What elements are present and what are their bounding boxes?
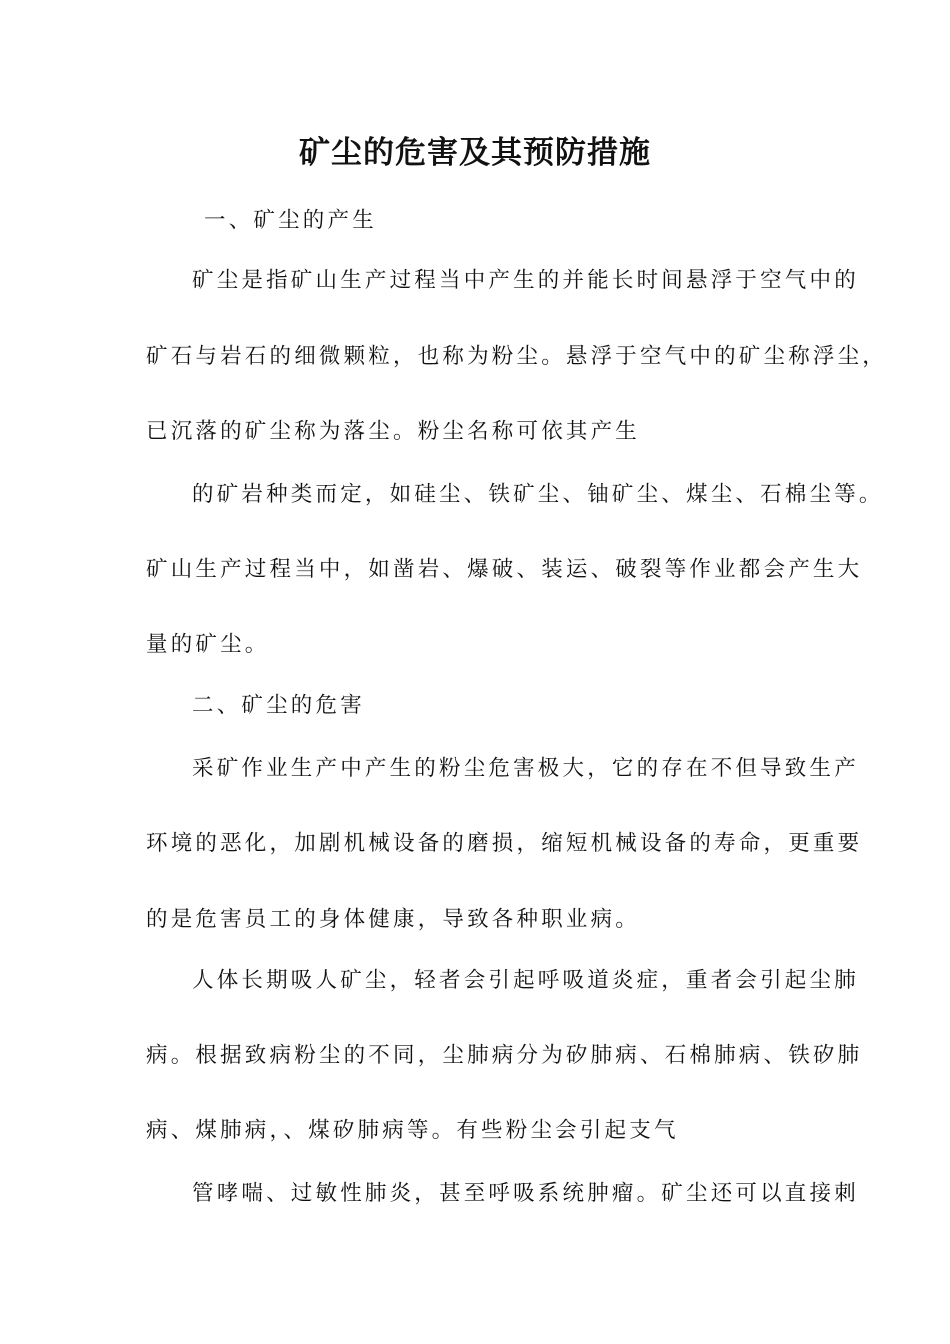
section-heading-1: 一、矿尘的产生: [204, 208, 377, 233]
paragraph-line: 管哮喘、过敏性肺炎，甚至呼吸系统肿瘤。矿尘还可以直接刺: [192, 1181, 859, 1206]
paragraph-line: 量的矿尘。: [146, 632, 270, 657]
section-heading-2: 二、矿尘的危害: [192, 693, 365, 718]
paragraph-line: 病、煤肺病，、煤矽肺病等。有些粉尘会引起支气: [146, 1118, 679, 1143]
paragraph-line: 病。根据致病粉尘的不同，尘肺病分为矽肺病、石棉肺病、铁矽肺: [146, 1043, 863, 1068]
paragraph-line: 采矿作业生产中产生的粉尘危害极大，它的存在不但导致生产: [192, 756, 859, 781]
paragraph-line: 的矿岩种类而定，如硅尘、铁矿尘、铀矿尘、煤尘、石棉尘等。: [192, 482, 884, 507]
paragraph-line: 的是危害员工的身体健康，导致各种职业病。: [146, 907, 641, 932]
document-title: 矿尘的危害及其预防措施: [299, 135, 651, 171]
paragraph-line: 已沉落的矿尘称为落尘。粉尘名称可依其产生: [146, 419, 641, 444]
paragraph-line: 环境的恶化，加剧机械设备的磨损，缩短机械设备的寿命，更重要: [146, 831, 863, 856]
paragraph-line: 矿山生产过程当中，如凿岩、爆破、装运、破裂等作业都会产生大: [146, 557, 863, 582]
paragraph-line: 矿石与岩石的细微颗粒，也称为粉尘。悬浮于空气中的矿尘称浮尘，: [146, 344, 888, 369]
paragraph-line: 人体长期吸人矿尘，轻者会引起呼吸道炎症，重者会引起尘肺: [192, 968, 859, 993]
paragraph-line: 矿尘是指矿山生产过程当中产生的并能长时间悬浮于空气中的: [192, 268, 859, 293]
